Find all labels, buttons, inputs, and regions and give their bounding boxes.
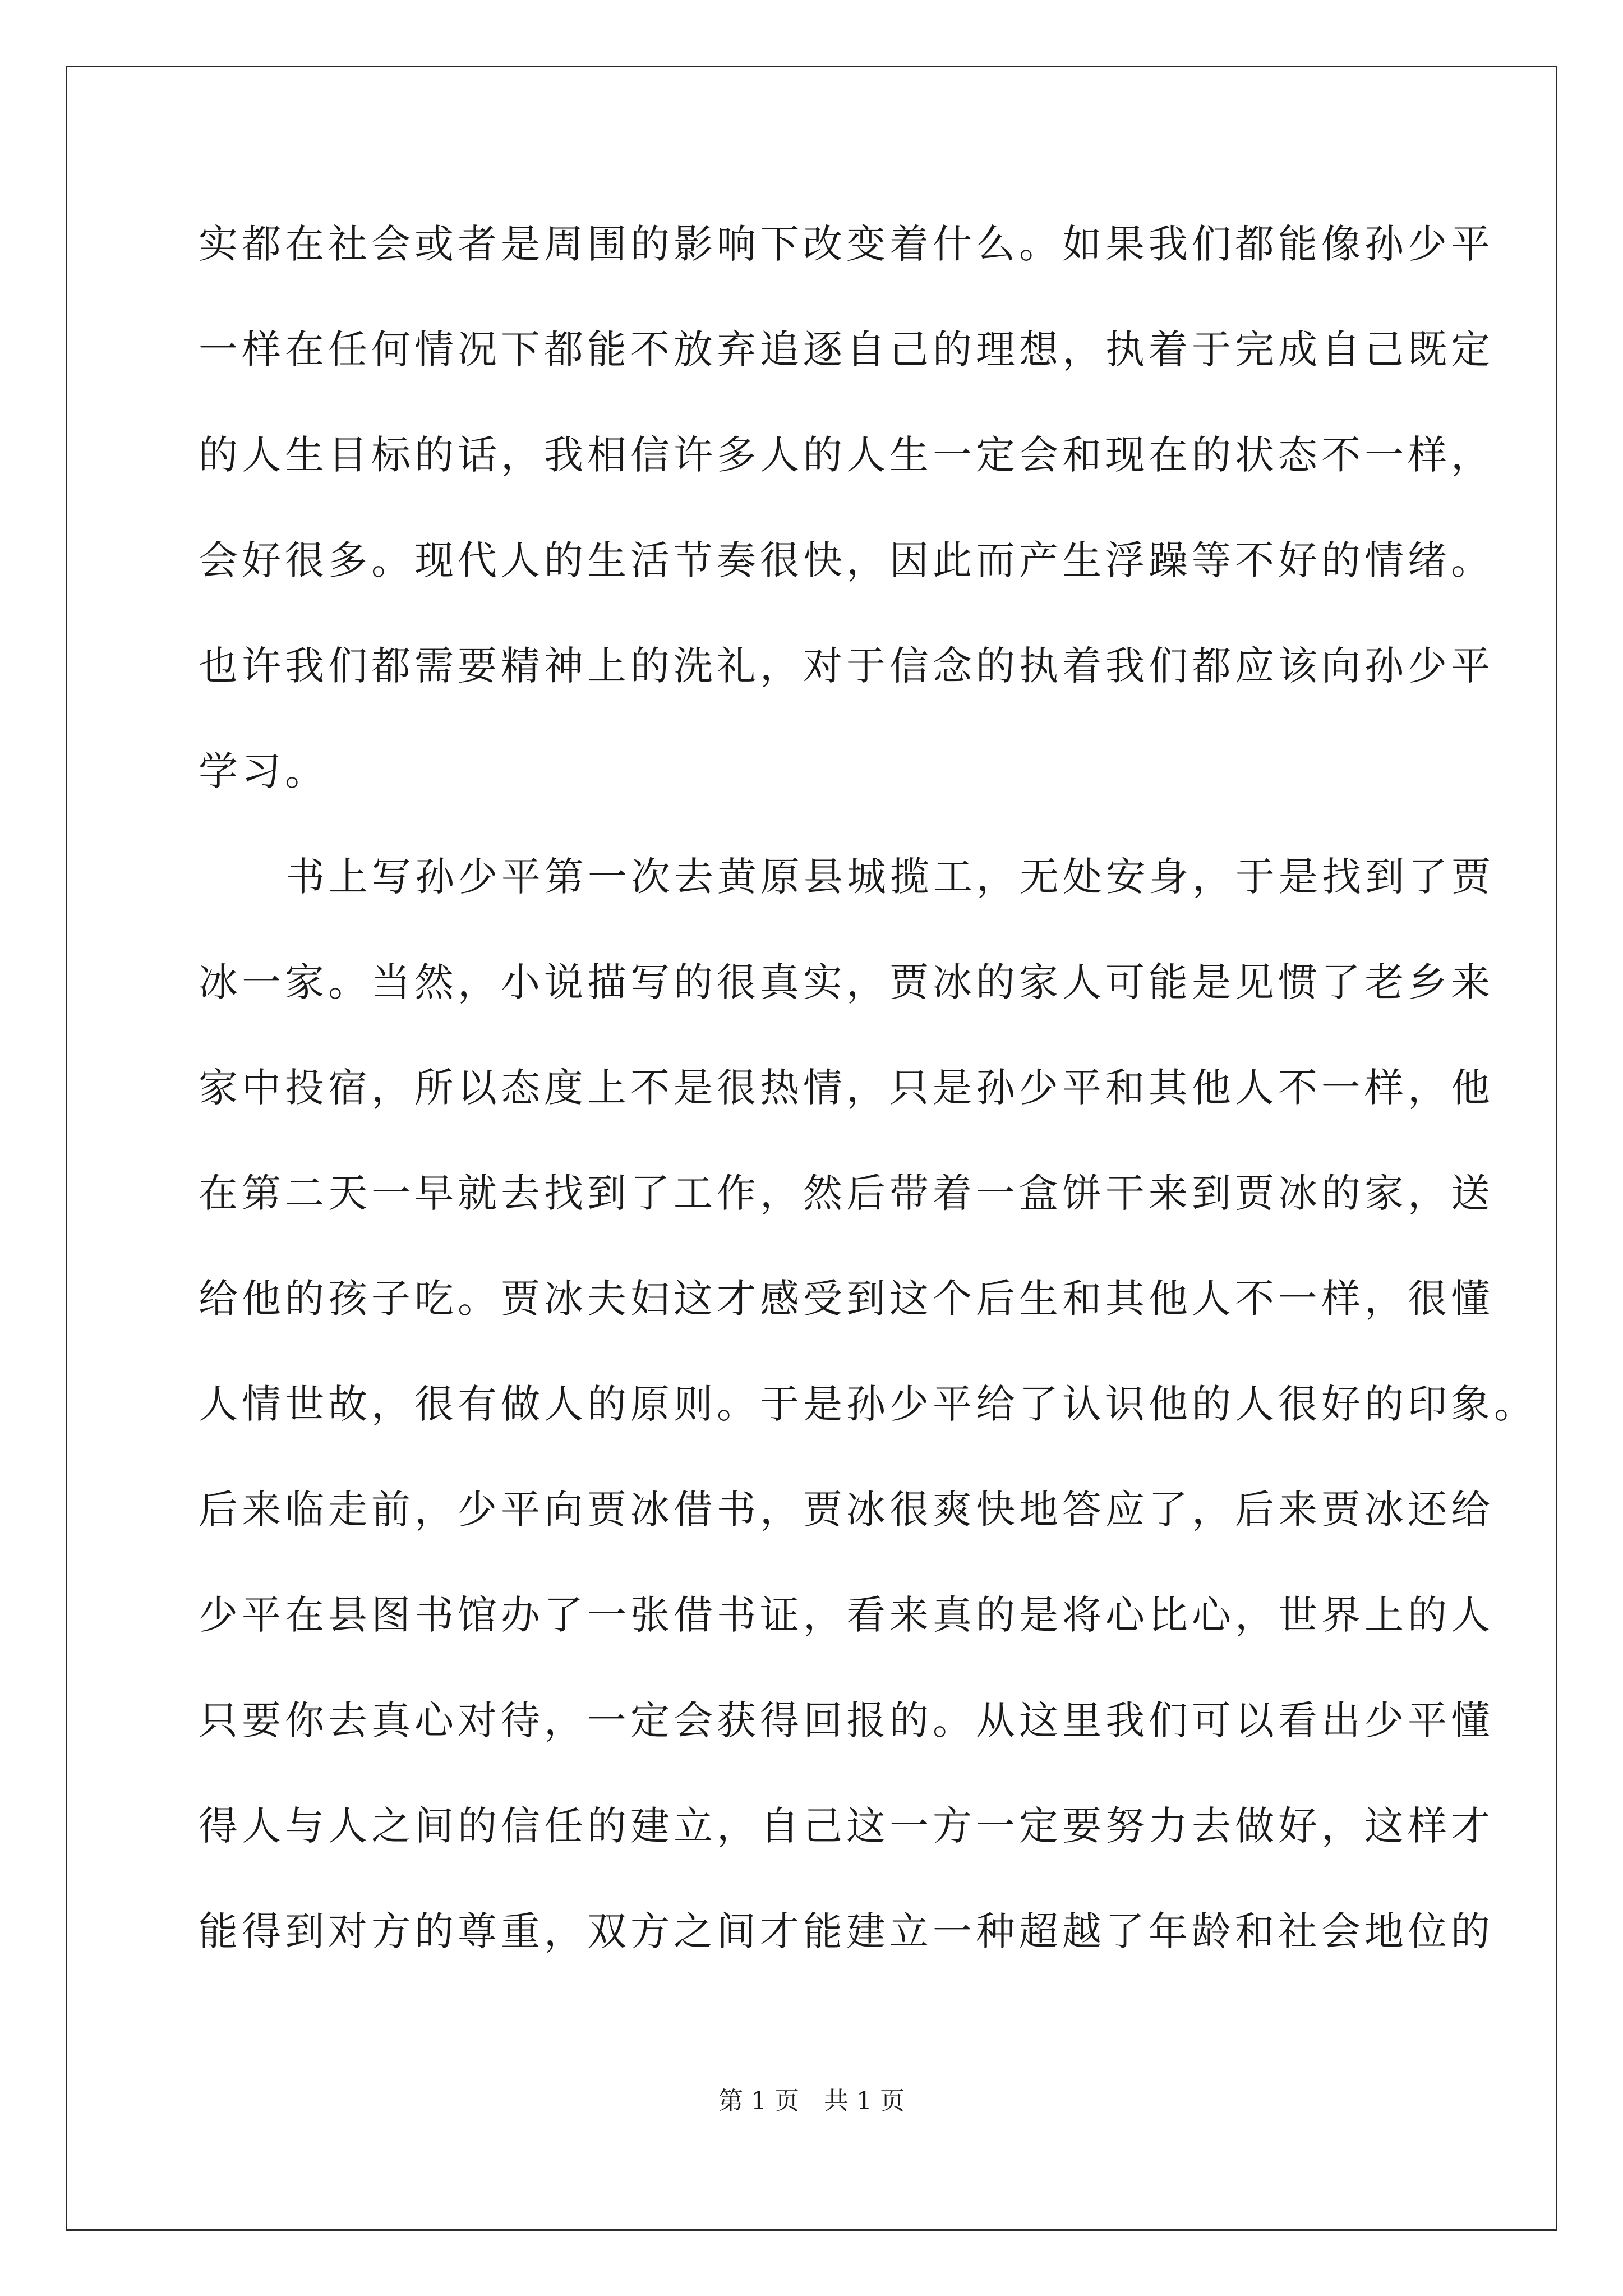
page-number-footer: 第 1 页 共 1 页 xyxy=(718,2087,905,2115)
text-line: 家中投宿，所以态度上不是很热情，只是孙少平和其他人不一样，他 xyxy=(199,1065,1494,1111)
text-line: 也许我们都需要精神上的洗礼，对于信念的执着我们都应该向孙少平 xyxy=(199,643,1494,689)
text-line: 只要你去真心对待，一定会获得回报的。从这里我们可以看出少平懂 xyxy=(199,1697,1494,1743)
text-line: 在第二天一早就去找到了工作，然后带着一盒饼干来到贾冰的家，送 xyxy=(199,1170,1494,1216)
text-line: 学习。 xyxy=(199,748,328,794)
text-line: 实都在社会或者是周围的影响下改变着什么。如果我们都能像孙少平 xyxy=(199,221,1494,267)
text-line: 冰一家。当然，小说描写的很真实，贾冰的家人可能是见惯了老乡来 xyxy=(199,959,1494,1005)
text-line: 的人生目标的话，我相信许多人的人生一定会和现在的状态不一样， xyxy=(199,432,1494,478)
text-line: 得人与人之间的信任的建立，自己这一方一定要努力去做好，这样才 xyxy=(199,1803,1494,1849)
text-line: 少平在县图书馆办了一张借书证，看来真的是将心比心，世界上的人 xyxy=(199,1592,1494,1638)
text-line: 人情世故，很有做人的原则。于是孙少平给了认识他的人很好的印象。 xyxy=(199,1381,1537,1427)
text-line: 后来临走前，少平向贾冰借书，贾冰很爽快地答应了，后来贾冰还给 xyxy=(199,1487,1494,1533)
text-line: 能得到对方的尊重，双方之间才能建立一种超越了年龄和社会地位的 xyxy=(199,1908,1494,1954)
text-line: 会好很多。现代人的生活节奏很快，因此而产生浮躁等不好的情绪。 xyxy=(199,537,1494,583)
text-line: 给他的孩子吃。贾冰夫妇这才感受到这个后生和其他人不一样，很懂 xyxy=(199,1276,1494,1322)
paragraph-first-line: 书上写孙少平第一次去黄原县城揽工，无处安身，于是找到了贾 xyxy=(285,854,1495,900)
text-line: 一样在任何情况下都能不放弃追逐自己的理想，执着于完成自己既定 xyxy=(199,326,1494,372)
